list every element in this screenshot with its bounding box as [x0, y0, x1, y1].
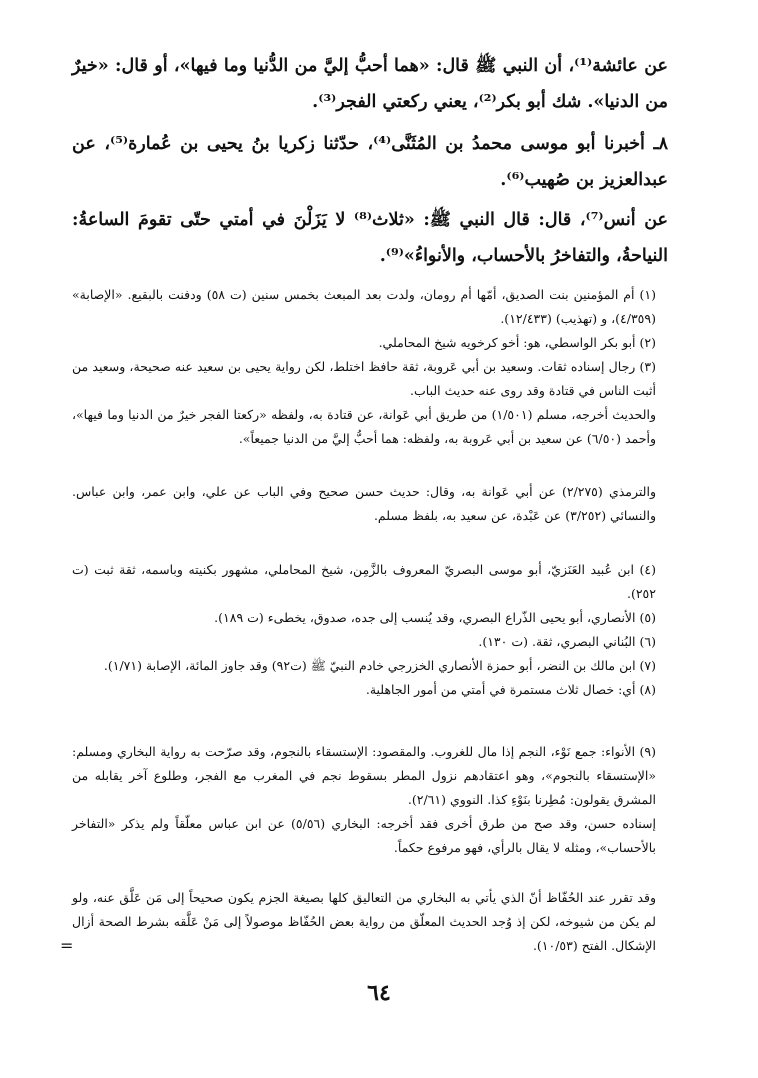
footnotes-group-5 [72, 886, 668, 958]
footnote-9-hadith-note: وقد تقرر عند الحُفّاظ أنّ الذي يأتي به البخاري من التعاليق كلها بصيغة الجزم يكون صحيحاً إلى مَن عَلَّق عنه، ولو لم يكن من شيوخه، لكن إذ وُجد الحديث المعلّق من رواية بعض الحُفّاظ موصولاً إلى مَنْ عَلَّقه بشرط الصحة أزال الإشكال. الفتح (١٠/٥٣). [72, 890, 656, 953]
footnote-2: (٢) أبو بكر الواسطي، هو: أخو كرخويه شيخ المحاملي. [378, 335, 656, 350]
footnote-5: (٥) الأنصاري، أبو يحيى الذّراع البصري، وقد يُنسب إلى جده، صدوق، يخطىء (ت ١٨٩). [214, 610, 656, 625]
footnotes-group-3 [72, 558, 668, 702]
footnote-3-continuation: والحديث أخرجه، مسلم (١/٥٠١) من طريق أبي عَوانة، عن قتادة به، ولفظه «ركعتا الفجر خيرٌ من الدنيا وما فيها»، وأحمد (٦/٥٠) عن سعيد بن أبي عَروبة به، ولفظه: هما أحبُّ إليَّ من الدنيا جميعاً». [72, 407, 656, 446]
footnotes-group-2 [72, 480, 668, 528]
footnote-3-tirmidhi: والترمذي (٢/٢٧٥) عن أبي عَوانة به، وقال: حديث حسن صحيح وفي الباب عن علي، وابن عمر، وابن عباس. والنسائي (٣/٢٥٢) عن عَبْدة، عن سعيد به، بلفظ مسلم. [72, 484, 656, 523]
footnote-3: (٣) رجال إسناده ثقات. وسعيد بن أبي عَروبة، ثقة حافظ اختلط، لكن رواية يحيى بن سعيد عنه صحيحة، وسعيد من أثبت الناس في قتادة وقد روى عنه حديث الباب. [72, 359, 656, 398]
footnotes-group-4 [72, 740, 668, 860]
footnote-8: (٨) أي: خصال ثلاث مستمرة في أمتي من أمور الجاهلية. [365, 682, 656, 697]
footnote-1: (١) أم المؤمنين بنت الصديق، أمّها أم رومان، ولدت بعد المبعث بخمس سنين (ت ٥٨) ودفنت بالبقيع. «الإصابة» (٤/٣٥٩)، و (تهذيب) (١٢/٤٣٣). [72, 287, 657, 326]
footnote-7: (٧) ابن مالك بن النضر، أبو حمزة الأنصاري الخزرجي خادم النبيّ ﷺ (ت٩٢) وقد جاوز المائة، الإصابة (١/٧١). [103, 658, 656, 673]
main-text [72, 48, 668, 274]
hadith-anas-paragraph: عن أنس⁽⁷⁾، قال: قال النبي ﷺ: «ثلاث⁽⁸⁾ لا يَزَلْنَ في أمتي حتّى تقومَ الساعةُ: النياحةُ، والتفاخرُ بالأحساب، والأنواءُ»⁽⁹⁾. [72, 210, 668, 266]
page-number: ٦٤ [367, 980, 391, 1006]
hadith-aisha-paragraph: عن عائشة⁽¹⁾، أن النبي ﷺ قال: «هما أحبُّ إليَّ من الدُّنيا وما فيها»، أو قال: «خيرٌ من الدنيا». شك أبو بكر⁽²⁾، يعني ركعتي الفجر⁽³⁾. [72, 56, 668, 112]
margin-mark: = [60, 936, 74, 955]
footnote-4: (٤) ابن عُبيد العَنَزيّ، أبو موسى البصريّ المعروف بالزَّمِن، شيخ المحاملي، مشهور بكنيته وباسمه، ثقة ثبت (ت ٢٥٢). [72, 562, 656, 601]
isnad-8-paragraph: ٨ـ أخبرنا أبو موسى محمدُ بن المُثَنَّى⁽⁴⁾، حدّثنا زكريا بنُ يحيى بن عُمارة⁽⁵⁾، عن عبدالعزيز بن صُهيب⁽⁶⁾. [72, 134, 668, 190]
footnote-9-continuation: إسناده حسن، وقد صح من طرق أخرى فقد أخرجه: البخاري (٥/٥٦) عن ابن عباس معلّقاً ولم يذكر «التفاخر بالأحساب»، ومثله لا يقال بالرأي، فهو مرفوع حكماً. [72, 816, 656, 855]
footnote-9: (٩) الأنواء: جمع نَوْء، النجم إذا مال للغروب. والمقصود: الإستسقاء بالنجوم، وقد صرّحت به رواية البخاري ومسلم: «الإستسقاء بالنجوم»، وهو اعتقادهم نزول المطر بسقوط نجم في المغرب مع الفجر، وطلوع آخر يقابله من المشرق يقولون: مُطِرنا بنَوْءِ كذا. النووي (٢/٦١). [72, 744, 656, 807]
footnotes-group-1 [72, 283, 668, 451]
footnote-6: (٦) البُناني البصري، ثقة. (ت ١٣٠). [478, 634, 656, 649]
